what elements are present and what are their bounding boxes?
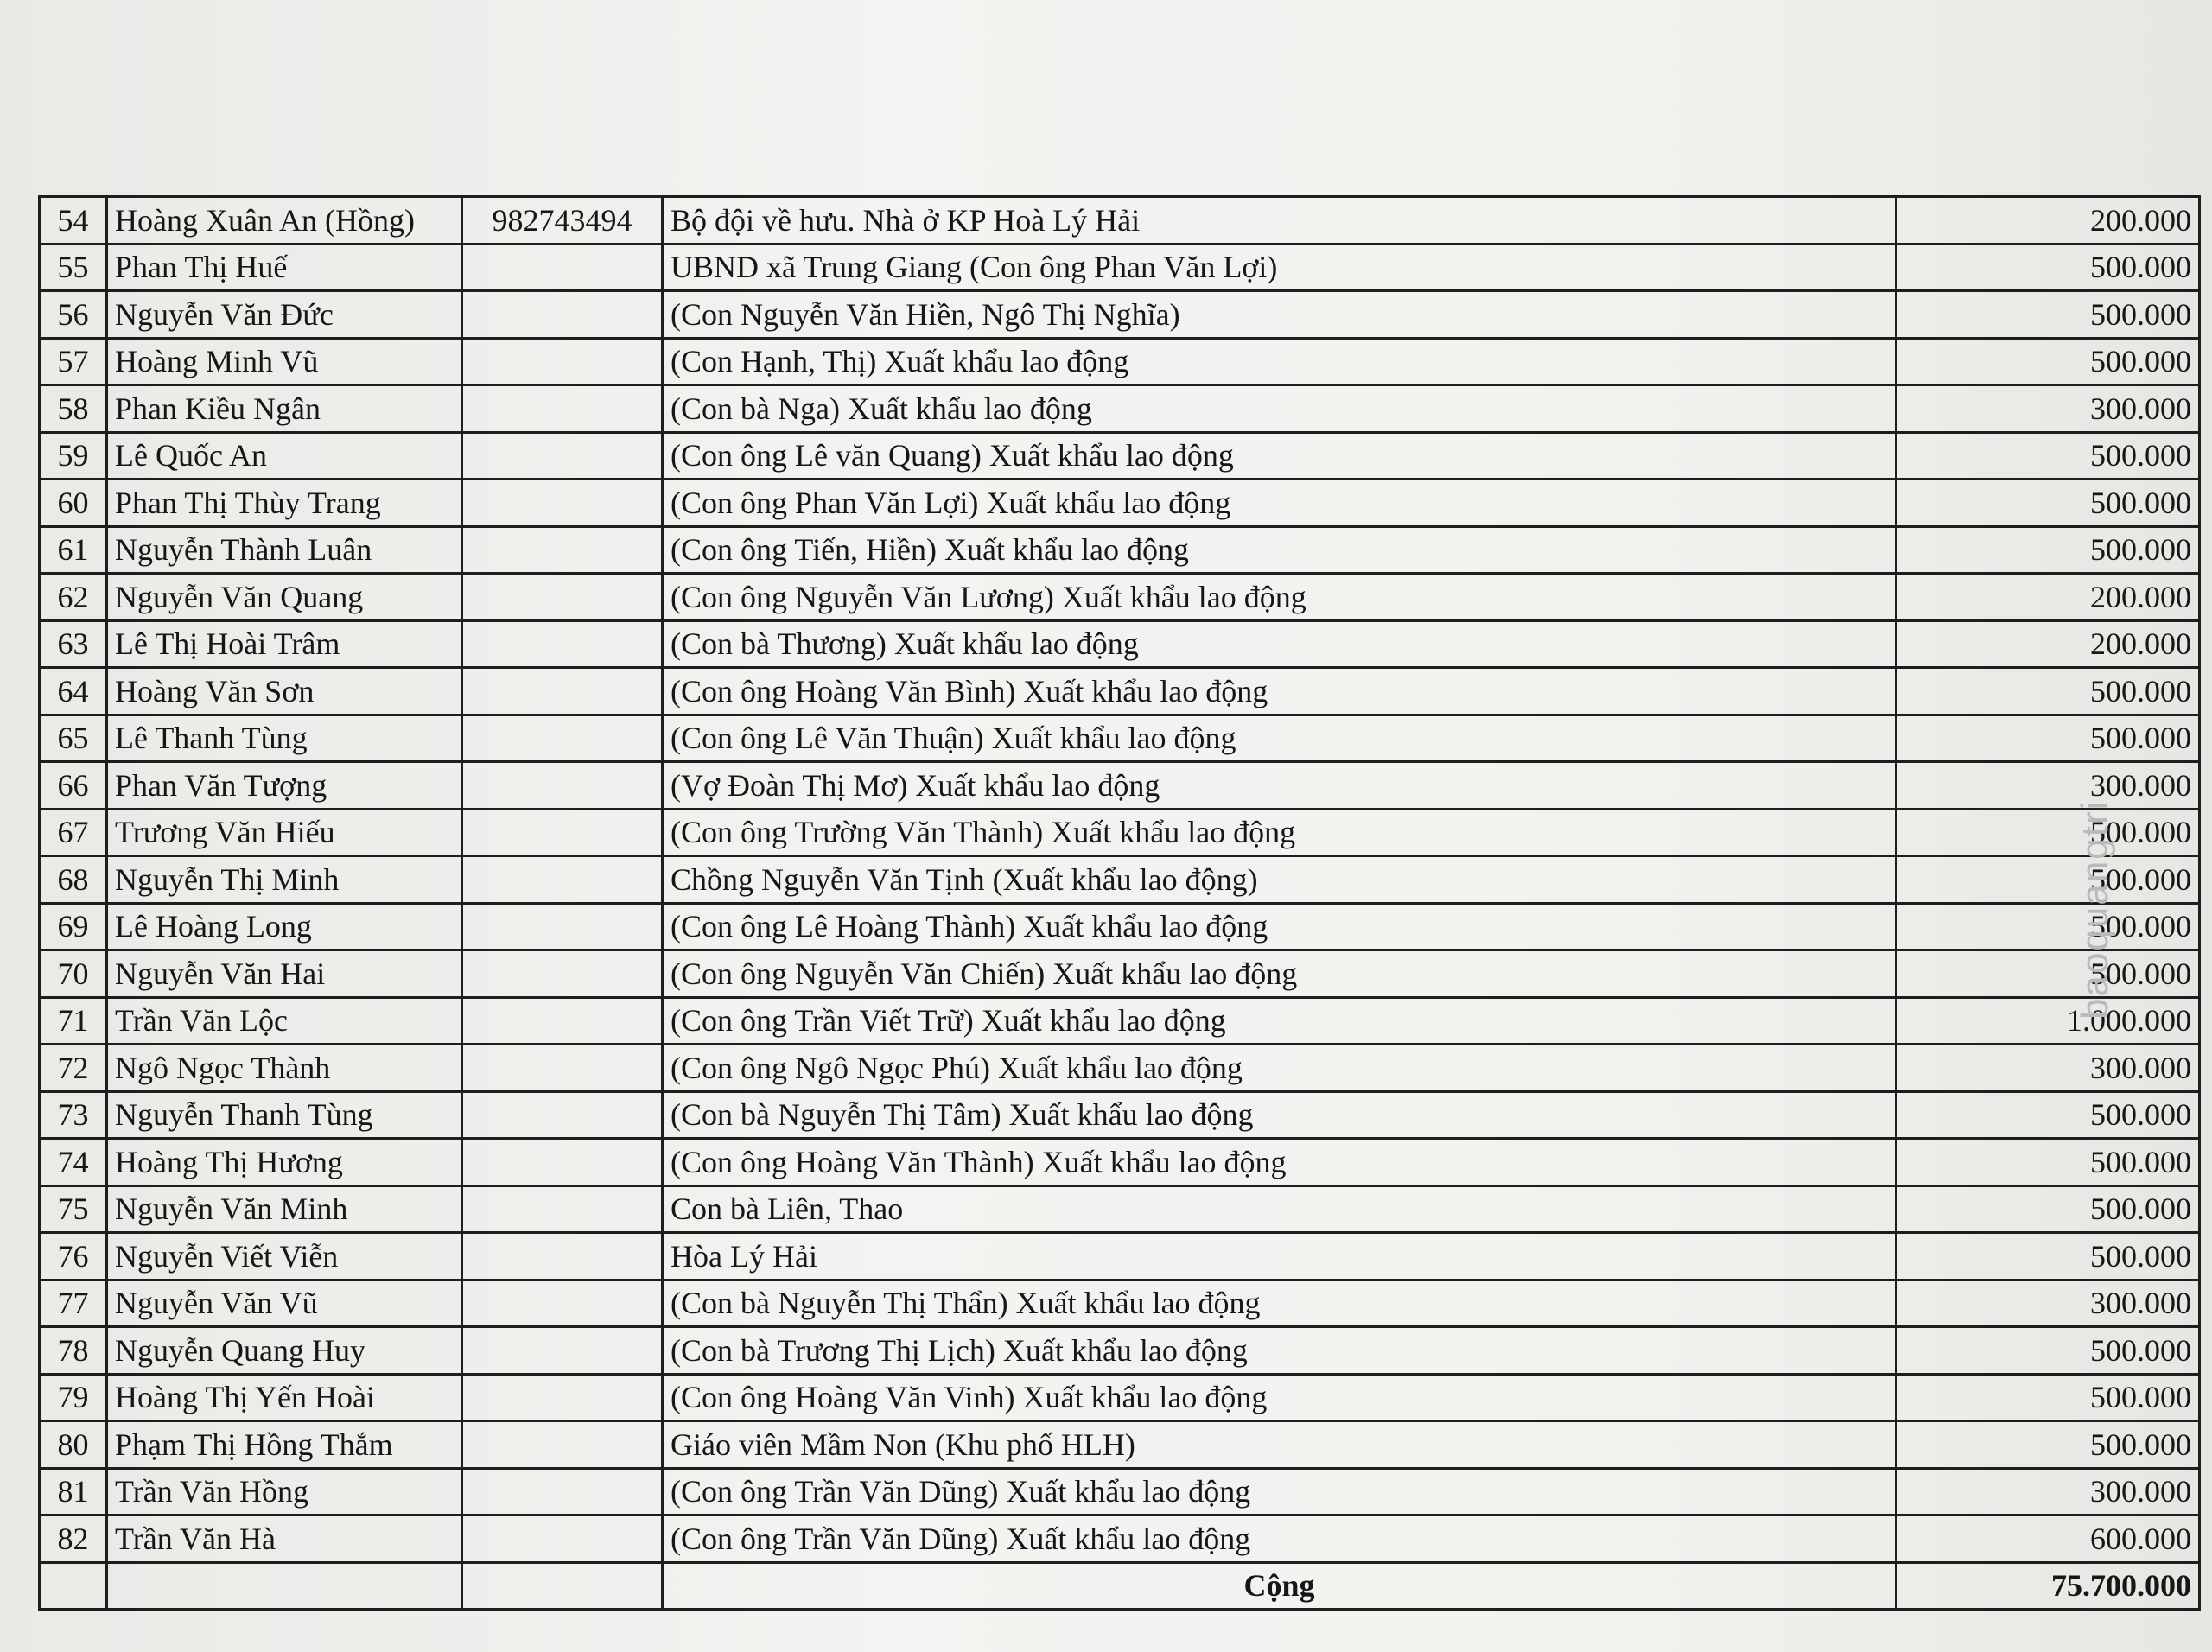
amount-cell: 500.000 (1897, 1139, 2200, 1186)
table-row (40, 1233, 2200, 1280)
person-name-cell: Hoàng Thị Hương (107, 1139, 462, 1186)
note-cell: (Con ông Trần Văn Dũng) Xuất khẩu lao động (663, 1515, 1897, 1563)
table-row (40, 1421, 2200, 1469)
person-name-cell: Lê Thị Hoài Trâm (107, 620, 462, 668)
table-row (40, 620, 2200, 668)
row-number-cell: 68 (40, 856, 107, 904)
phone-cell (462, 997, 663, 1045)
row-number-cell: 74 (40, 1139, 107, 1186)
row-number-cell: 60 (40, 480, 107, 527)
phone-cell (462, 1185, 663, 1233)
note-cell: (Con ông Lê Văn Thuận) Xuất khẩu lao động (663, 715, 1897, 762)
total-value: 75.700.000 (1897, 1562, 2200, 1610)
person-name-cell: Hoàng Xuân An (Hồng) (107, 197, 462, 245)
table-row (40, 668, 2200, 715)
note-cell: (Con ông Phan Văn Lợi) Xuất khẩu lao động (663, 480, 1897, 527)
person-name-cell: Hoàng Thị Yến Hoài (107, 1374, 462, 1421)
note-cell: (Con bà Trương Thị Lịch) Xuất khẩu lao động (663, 1327, 1897, 1375)
phone-cell (462, 950, 663, 998)
total-blank-cell (107, 1562, 462, 1610)
phone-cell (462, 903, 663, 950)
table-row (40, 1045, 2200, 1092)
amount-cell: 300.000 (1897, 762, 2200, 810)
note-cell: (Con Nguyễn Văn Hiền, Ngô Thị Nghĩa) (663, 291, 1897, 339)
amount-cell: 300.000 (1897, 1280, 2200, 1327)
phone-cell (462, 620, 663, 668)
person-name-cell: Nguyễn Văn Hai (107, 950, 462, 998)
person-name-cell: Nguyễn Thị Minh (107, 856, 462, 904)
phone-cell (462, 809, 663, 856)
person-name-cell: Nguyễn Văn Vũ (107, 1280, 462, 1327)
table-row (40, 197, 2200, 245)
table-row (40, 809, 2200, 856)
amount-cell: 500.000 (1897, 1233, 2200, 1280)
phone-cell (462, 1515, 663, 1563)
note-cell: (Con ông Ngô Ngọc Phú) Xuất khẩu lao động (663, 1045, 1897, 1092)
table-row (40, 291, 2200, 339)
table-row (40, 1280, 2200, 1327)
row-number-cell: 72 (40, 1045, 107, 1092)
person-name-cell: Nguyễn Thành Luân (107, 526, 462, 574)
amount-cell: 500.000 (1897, 950, 2200, 998)
phone-cell (462, 432, 663, 480)
amount-cell: 500.000 (1897, 809, 2200, 856)
phone-cell (462, 1421, 663, 1469)
note-cell: Con bà Liên, Thao (663, 1185, 1897, 1233)
person-name-cell: Trần Văn Hà (107, 1515, 462, 1563)
phone-cell: 982743494 (462, 197, 663, 245)
note-cell: UBND xã Trung Giang (Con ông Phan Văn Lợi) (663, 244, 1897, 291)
total-label: Cộng (663, 1562, 1897, 1610)
row-number-cell: 63 (40, 620, 107, 668)
table-row (40, 480, 2200, 527)
row-number-cell: 78 (40, 1327, 107, 1375)
table-row (40, 762, 2200, 810)
row-number-cell: 58 (40, 385, 107, 433)
table-row (40, 903, 2200, 950)
row-number-cell: 80 (40, 1421, 107, 1469)
row-number-cell: 65 (40, 715, 107, 762)
row-number-cell: 62 (40, 574, 107, 621)
phone-cell (462, 668, 663, 715)
row-number-cell: 57 (40, 338, 107, 385)
row-number-cell: 59 (40, 432, 107, 480)
person-name-cell: Phan Văn Tượng (107, 762, 462, 810)
watermark-text: baoquangtri (2074, 799, 2116, 1020)
amount-cell: 300.000 (1897, 385, 2200, 433)
note-cell: (Con ông Lê Hoàng Thành) Xuất khẩu lao động (663, 903, 1897, 950)
amount-cell: 500.000 (1897, 480, 2200, 527)
table-row (40, 1468, 2200, 1515)
table-row (40, 1374, 2200, 1421)
phone-cell (462, 1233, 663, 1280)
person-name-cell: Phan Thị Huế (107, 244, 462, 291)
row-number-cell: 66 (40, 762, 107, 810)
person-name-cell: Ngô Ngọc Thành (107, 1045, 462, 1092)
person-name-cell: Nguyễn Viết Viễn (107, 1233, 462, 1280)
row-number-cell: 55 (40, 244, 107, 291)
phone-cell (462, 1327, 663, 1375)
table-row (40, 997, 2200, 1045)
table-row (40, 856, 2200, 904)
note-cell: (Con bà Nguyễn Thị Tâm) Xuất khẩu lao động (663, 1091, 1897, 1139)
table-row (40, 1091, 2200, 1139)
note-cell: (Con ông Hoàng Văn Bình) Xuất khẩu lao động (663, 668, 1897, 715)
row-number-cell: 71 (40, 997, 107, 1045)
note-cell: (Con ông Nguyễn Văn Lương) Xuất khẩu lao động (663, 574, 1897, 621)
row-number-cell: 76 (40, 1233, 107, 1280)
note-cell: (Con ông Tiến, Hiền) Xuất khẩu lao động (663, 526, 1897, 574)
row-number-cell: 67 (40, 809, 107, 856)
phone-cell (462, 480, 663, 527)
table-row (40, 950, 2200, 998)
person-name-cell: Trương Văn Hiếu (107, 809, 462, 856)
amount-cell: 300.000 (1897, 1045, 2200, 1092)
note-cell: (Vợ Đoàn Thị Mơ) Xuất khẩu lao động (663, 762, 1897, 810)
phone-cell (462, 385, 663, 433)
phone-cell (462, 1045, 663, 1092)
table-row (40, 1185, 2200, 1233)
note-cell: (Con bà Thương) Xuất khẩu lao động (663, 620, 1897, 668)
person-name-cell: Phan Kiều Ngân (107, 385, 462, 433)
row-number-cell: 75 (40, 1185, 107, 1233)
table-row (40, 1515, 2200, 1563)
phone-cell (462, 574, 663, 621)
amount-cell: 1.000.000 (1897, 997, 2200, 1045)
note-cell: Hòa Lý Hải (663, 1233, 1897, 1280)
amount-cell: 500.000 (1897, 1327, 2200, 1375)
amount-cell: 500.000 (1897, 668, 2200, 715)
amount-cell: 500.000 (1897, 856, 2200, 904)
total-blank-cell (40, 1562, 107, 1610)
person-name-cell: Phạm Thị Hồng Thắm (107, 1421, 462, 1469)
person-name-cell: Trần Văn Hồng (107, 1468, 462, 1515)
note-cell: (Con ông Hoàng Văn Vinh) Xuất khẩu lao động (663, 1374, 1897, 1421)
amount-cell: 500.000 (1897, 715, 2200, 762)
person-name-cell: Lê Hoàng Long (107, 903, 462, 950)
table-row (40, 1139, 2200, 1186)
phone-cell (462, 1139, 663, 1186)
note-cell: (Con Hạnh, Thị) Xuất khẩu lao động (663, 338, 1897, 385)
person-name-cell: Nguyễn Văn Đức (107, 291, 462, 339)
amount-cell: 200.000 (1897, 620, 2200, 668)
person-name-cell: Lê Quốc An (107, 432, 462, 480)
amount-cell: 600.000 (1897, 1515, 2200, 1563)
person-name-cell: Nguyễn Thanh Tùng (107, 1091, 462, 1139)
note-cell: Bộ đội về hưu. Nhà ở KP Hoà Lý Hải (663, 197, 1897, 245)
note-cell: (Con ông Hoàng Văn Thành) Xuất khẩu lao động (663, 1139, 1897, 1186)
phone-cell (462, 338, 663, 385)
note-cell: (Con ông Trần Văn Dũng) Xuất khẩu lao động (663, 1468, 1897, 1515)
amount-cell: 500.000 (1897, 1091, 2200, 1139)
table-body (40, 197, 2200, 1563)
row-number-cell: 77 (40, 1280, 107, 1327)
phone-cell (462, 1091, 663, 1139)
phone-cell (462, 526, 663, 574)
amount-cell: 500.000 (1897, 1421, 2200, 1469)
table-row (40, 432, 2200, 480)
amount-cell: 500.000 (1897, 338, 2200, 385)
table-row (40, 385, 2200, 433)
person-name-cell: Hoàng Văn Sơn (107, 668, 462, 715)
person-name-cell: Nguyễn Văn Quang (107, 574, 462, 621)
note-cell: Giáo viên Mầm Non (Khu phố HLH) (663, 1421, 1897, 1469)
table-row (40, 244, 2200, 291)
person-name-cell: Hoàng Minh Vũ (107, 338, 462, 385)
amount-cell: 300.000 (1897, 1468, 2200, 1515)
row-number-cell: 79 (40, 1374, 107, 1421)
amount-cell: 500.000 (1897, 526, 2200, 574)
row-number-cell: 70 (40, 950, 107, 998)
person-name-cell: Nguyễn Quang Huy (107, 1327, 462, 1375)
amount-cell: 500.000 (1897, 432, 2200, 480)
note-cell: (Con ông Trường Văn Thành) Xuất khẩu lao động (663, 809, 1897, 856)
table-row (40, 338, 2200, 385)
row-number-cell: 61 (40, 526, 107, 574)
amount-cell: 200.000 (1897, 197, 2200, 245)
person-name-cell: Phan Thị Thùy Trang (107, 480, 462, 527)
person-name-cell: Nguyễn Văn Minh (107, 1185, 462, 1233)
note-cell: Chồng Nguyễn Văn Tịnh (Xuất khẩu lao động) (663, 856, 1897, 904)
person-name-cell: Trần Văn Lộc (107, 997, 462, 1045)
donation-table (38, 195, 2201, 1611)
row-number-cell: 81 (40, 1468, 107, 1515)
note-cell: (Con bà Nguyễn Thị Thẩn) Xuất khẩu lao động (663, 1280, 1897, 1327)
row-number-cell: 54 (40, 197, 107, 245)
total-row (40, 1562, 2200, 1610)
table-row (40, 526, 2200, 574)
amount-cell: 500.000 (1897, 1185, 2200, 1233)
phone-cell (462, 1374, 663, 1421)
table-row (40, 715, 2200, 762)
total-blank-cell (462, 1562, 663, 1610)
phone-cell (462, 291, 663, 339)
note-cell: (Con ông Lê văn Quang) Xuất khẩu lao động (663, 432, 1897, 480)
phone-cell (462, 715, 663, 762)
table-row (40, 1327, 2200, 1375)
note-cell: (Con bà Nga) Xuất khẩu lao động (663, 385, 1897, 433)
row-number-cell: 69 (40, 903, 107, 950)
phone-cell (462, 856, 663, 904)
amount-cell: 500.000 (1897, 244, 2200, 291)
amount-cell: 200.000 (1897, 574, 2200, 621)
row-number-cell: 64 (40, 668, 107, 715)
phone-cell (462, 244, 663, 291)
note-cell: (Con ông Trần Viết Trữ) Xuất khẩu lao động (663, 997, 1897, 1045)
phone-cell (462, 1468, 663, 1515)
amount-cell: 500.000 (1897, 291, 2200, 339)
row-number-cell: 82 (40, 1515, 107, 1563)
row-number-cell: 73 (40, 1091, 107, 1139)
note-cell: (Con ông Nguyễn Văn Chiến) Xuất khẩu lao động (663, 950, 1897, 998)
row-number-cell: 56 (40, 291, 107, 339)
table-row (40, 574, 2200, 621)
person-name-cell: Lê Thanh Tùng (107, 715, 462, 762)
phone-cell (462, 1280, 663, 1327)
phone-cell (462, 762, 663, 810)
amount-cell: 500.000 (1897, 903, 2200, 950)
amount-cell: 500.000 (1897, 1374, 2200, 1421)
